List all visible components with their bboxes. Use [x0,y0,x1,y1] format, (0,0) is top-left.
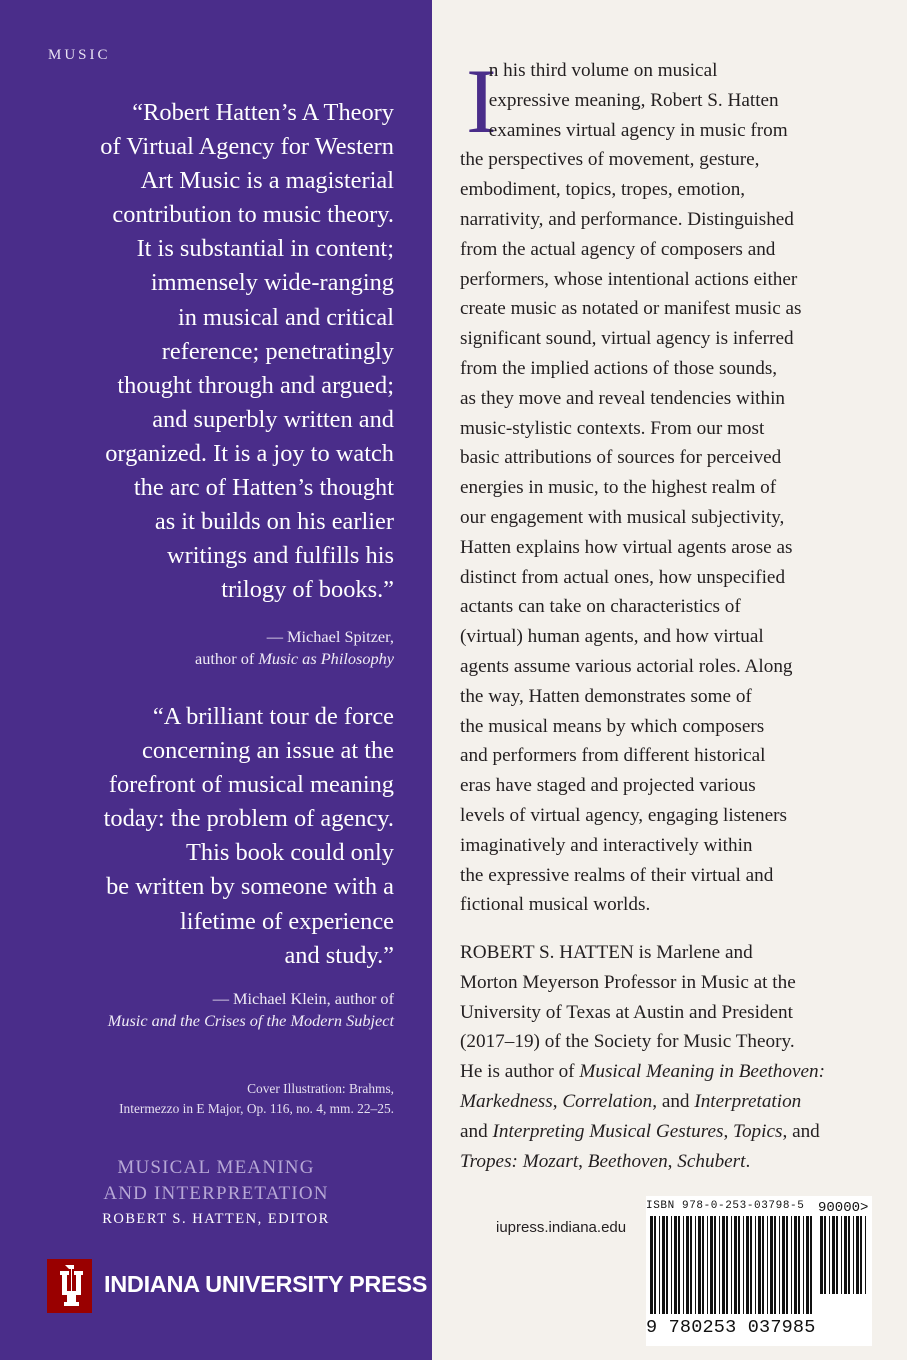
credit-line: Cover Illustration: Brahms, [247,1081,394,1096]
description-line: embodiment, topics, tropes, emotion, [460,179,746,201]
bio-text: . [745,1150,751,1172]
quote-line: of Virtual Agency for Western [100,133,394,161]
barcode-bar [702,1216,704,1314]
barcode-bar [786,1216,788,1314]
description-line: expressive meaning, Robert S. Hatten [460,89,779,111]
barcode-bar [743,1216,744,1314]
barcode-bar [844,1216,847,1294]
barcode-bar [820,1216,823,1294]
bio-text: , [578,1150,588,1172]
publisher-url[interactable]: iupress.indiana.edu [496,1219,627,1236]
quote-line: trilogy of books.” [221,576,394,604]
description-line: actants can take on characteristics of [460,596,741,618]
attribution-prefix: author of [195,649,259,668]
barcode-bar [686,1216,689,1314]
description-line: as they move and reveal tendencies within [460,387,786,409]
book-description [460,50,890,920]
series-editor: ROBERT S. HATTEN, EDITOR [102,1211,330,1227]
barcode-bar [731,1216,732,1314]
description-line: music-stylistic contexts. From our most [460,417,765,439]
description-line: n his third volume on musical [460,60,718,81]
barcode-bar [690,1216,692,1314]
barcode-bar [683,1216,684,1314]
quote-line: be written by someone with a [106,873,394,901]
series-title-line1: MUSICAL MEANING [117,1157,315,1178]
barcode-bar [779,1216,780,1314]
series-title-line2: AND INTERPRETATION [103,1183,329,1204]
bio-book-title: Tropes: Mozart [460,1150,579,1172]
description-line: imaginatively and interactively within [460,834,753,856]
description-line: the way, Hatten demonstrates some of [460,685,752,707]
bio-book-title: Interpretation [694,1090,802,1112]
bio-line: (2017–19) of the Society for Music Theory. [460,1031,795,1053]
barcode-bar [865,1216,866,1294]
credit-line: Intermezzo in E Major, Op. 116, no. 4, mm. 22–25. [119,1101,394,1116]
category-label: MUSIC [48,47,111,63]
barcode-bars-icon [646,1216,816,1314]
quote-line: today: the problem of agency. [103,805,394,833]
attribution-work: Music and the Crises of the Modern Subject [107,1011,394,1030]
isbn-number: 9 780253 037985 [646,1317,816,1338]
barcode-bar [722,1216,725,1314]
description-line: fictional musical worlds. [460,894,651,916]
quote-line: contribution to music theory. [112,201,394,229]
iu-trident-logo-icon [47,1259,92,1313]
attribution-work: Music as Philosophy [258,649,394,668]
barcode-bar [860,1216,862,1294]
barcode-bar [666,1216,668,1314]
description-line: examines virtual agency in music from [460,119,788,141]
barcode-bar [650,1216,653,1314]
quote-line: concerning an issue at the [142,737,394,765]
description-line: narrativity, and performance. Distinguished [460,208,794,230]
isbn-text: ISBN 978-0-253-03798-5 [646,1200,805,1212]
barcode-bar [767,1216,768,1314]
barcode-bar [674,1216,677,1314]
barcode-bar [659,1216,660,1314]
bio-line: Morton Meyerson Professor in Music at the [460,971,796,993]
barcode-bar [707,1216,708,1314]
description-line: Hatten explains how virtual agents arose as [460,536,793,558]
bio-text: , [667,1150,678,1172]
description-line: from the actual agency of composers and [460,238,776,260]
barcode-bar [719,1216,720,1314]
barcode-bar [750,1216,752,1314]
attribution-klein [108,988,394,1032]
back-cover-right-panel [432,0,907,1360]
publisher-name: INDIANA UNIVERSITY PRESS [104,1271,428,1297]
bio-text: , and [782,1120,820,1142]
quote-line: forefront of musical meaning [108,771,394,799]
barcode-bar [803,1216,804,1314]
quote-line: This book could only [186,839,394,867]
barcode-bar [654,1216,656,1314]
barcode-bar [738,1216,740,1314]
barcode-bar [746,1216,749,1314]
description-line: (virtual) human agents, and how virtual [460,626,764,648]
bio-book-title: Topics [733,1120,783,1142]
barcode-bar [794,1216,797,1314]
barcode-bar [856,1216,859,1294]
quote-line: “Robert Hatten’s A Theory [132,99,394,126]
attribution-name: — Michael Spitzer, [266,627,394,646]
bio-text: , [552,1090,563,1112]
quote-line: thought through and argued; [117,371,394,399]
back-cover-left-panel [0,0,432,1360]
barcode-bar [698,1216,701,1314]
barcode-bar [714,1216,716,1314]
isbn-barcode [646,1196,872,1346]
description-line: from the implied actions of those sounds, [460,357,778,379]
barcode-bar [774,1216,776,1314]
bio-text: and [460,1120,493,1142]
barcode-bar [782,1216,785,1314]
attribution-name: — Michael Klein, author of [212,989,394,1008]
description-line: energies in music, to the highest realm of [460,477,777,499]
bio-book-title: Beethoven [587,1150,668,1172]
bio-text: He is author of [460,1061,580,1083]
cover-illustration-credit [119,1079,394,1119]
barcode-bar [695,1216,696,1314]
description-line: the musical means by which composers [460,715,765,737]
barcode-bar [832,1216,835,1294]
quote-line: “A brilliant tour de force [152,703,394,730]
attribution-spitzer [195,626,394,670]
barcode-bar [848,1216,850,1294]
barcode-bar [829,1216,830,1294]
barcode-bar [791,1216,792,1314]
bio-text: , [723,1120,734,1142]
quote-line: immensely wide-ranging [150,269,394,297]
barcode-bar [798,1216,800,1314]
quote-line: as it builds on his earlier [154,508,394,536]
bio-book-title: Markedness [460,1090,553,1112]
price-code: 90000> [818,1200,869,1216]
barcode-bar [671,1216,672,1314]
quote-line: the arc of Hatten’s thought [133,474,394,502]
barcode-bar [853,1216,854,1294]
quote-line: and study.” [284,941,394,969]
bio-book-title: Schubert [677,1150,746,1172]
description-line: and performers from different historical [460,745,766,767]
barcode-bar [841,1216,842,1294]
bio-text: , and [652,1090,695,1112]
barcode-bar [662,1216,665,1314]
author-bio [460,938,825,1176]
quote-line: It is substantial in content; [136,235,394,263]
description-line: the expressive realms of their virtual and [460,864,774,886]
quote-line: Art Music is a magisterial [140,167,394,195]
bio-book-title: Musical Meaning in Beethoven: [579,1061,825,1083]
description-line: basic attributions of sources for perceived [460,447,782,469]
quote-line: writings and fulfills his [167,542,394,570]
price-barcode-bars-icon [816,1216,872,1314]
quote-line: and superbly written and [152,405,394,433]
barcode-bar [836,1216,838,1294]
quote-line: in musical and critical [177,303,394,331]
quote-line: lifetime of experience [180,907,394,935]
description-line: distinct from actual ones, how unspecified [460,566,786,588]
description-line: our engagement with musical subjectivity, [460,506,785,528]
barcode-bar [762,1216,764,1314]
endorsement-quote-klein [104,700,394,973]
description-line: significant sound, virtual agency is inferred [460,328,794,350]
endorsement-quote-spitzer [100,96,394,607]
bio-book-title: Interpreting Musical Gestures [492,1120,724,1142]
barcode-bar [770,1216,773,1314]
description-line: eras have staged and projected various [460,775,756,797]
bio-book-title: Correlation [562,1090,653,1112]
barcode-bar [755,1216,756,1314]
drop-cap: I [466,50,497,152]
description-line: levels of virtual agency, engaging listeners [460,804,787,826]
bio-line: University of Texas at Austin and President [460,1001,793,1023]
bio-line: ROBERT S. HATTEN is Marlene and [460,942,753,963]
barcode-bar [758,1216,761,1314]
trident-icon [47,1259,92,1313]
barcode-bar [710,1216,713,1314]
quote-line: reference; penetratingly [161,337,394,365]
description-line: create music as notated or manifest music as [460,298,802,320]
barcode-bar [726,1216,728,1314]
description-line: agents assume various actorial roles. Along [460,655,793,677]
quote-line: organized. It is a joy to watch [105,439,394,467]
barcode-bar [678,1216,680,1314]
description-line: the perspectives of movement, gesture, [460,149,760,171]
barcode-bar [824,1216,826,1294]
description-line: performers, whose intentional actions either [460,268,798,290]
barcode-bar [810,1216,812,1314]
barcode-bar [806,1216,809,1314]
barcode-bar [734,1216,737,1314]
